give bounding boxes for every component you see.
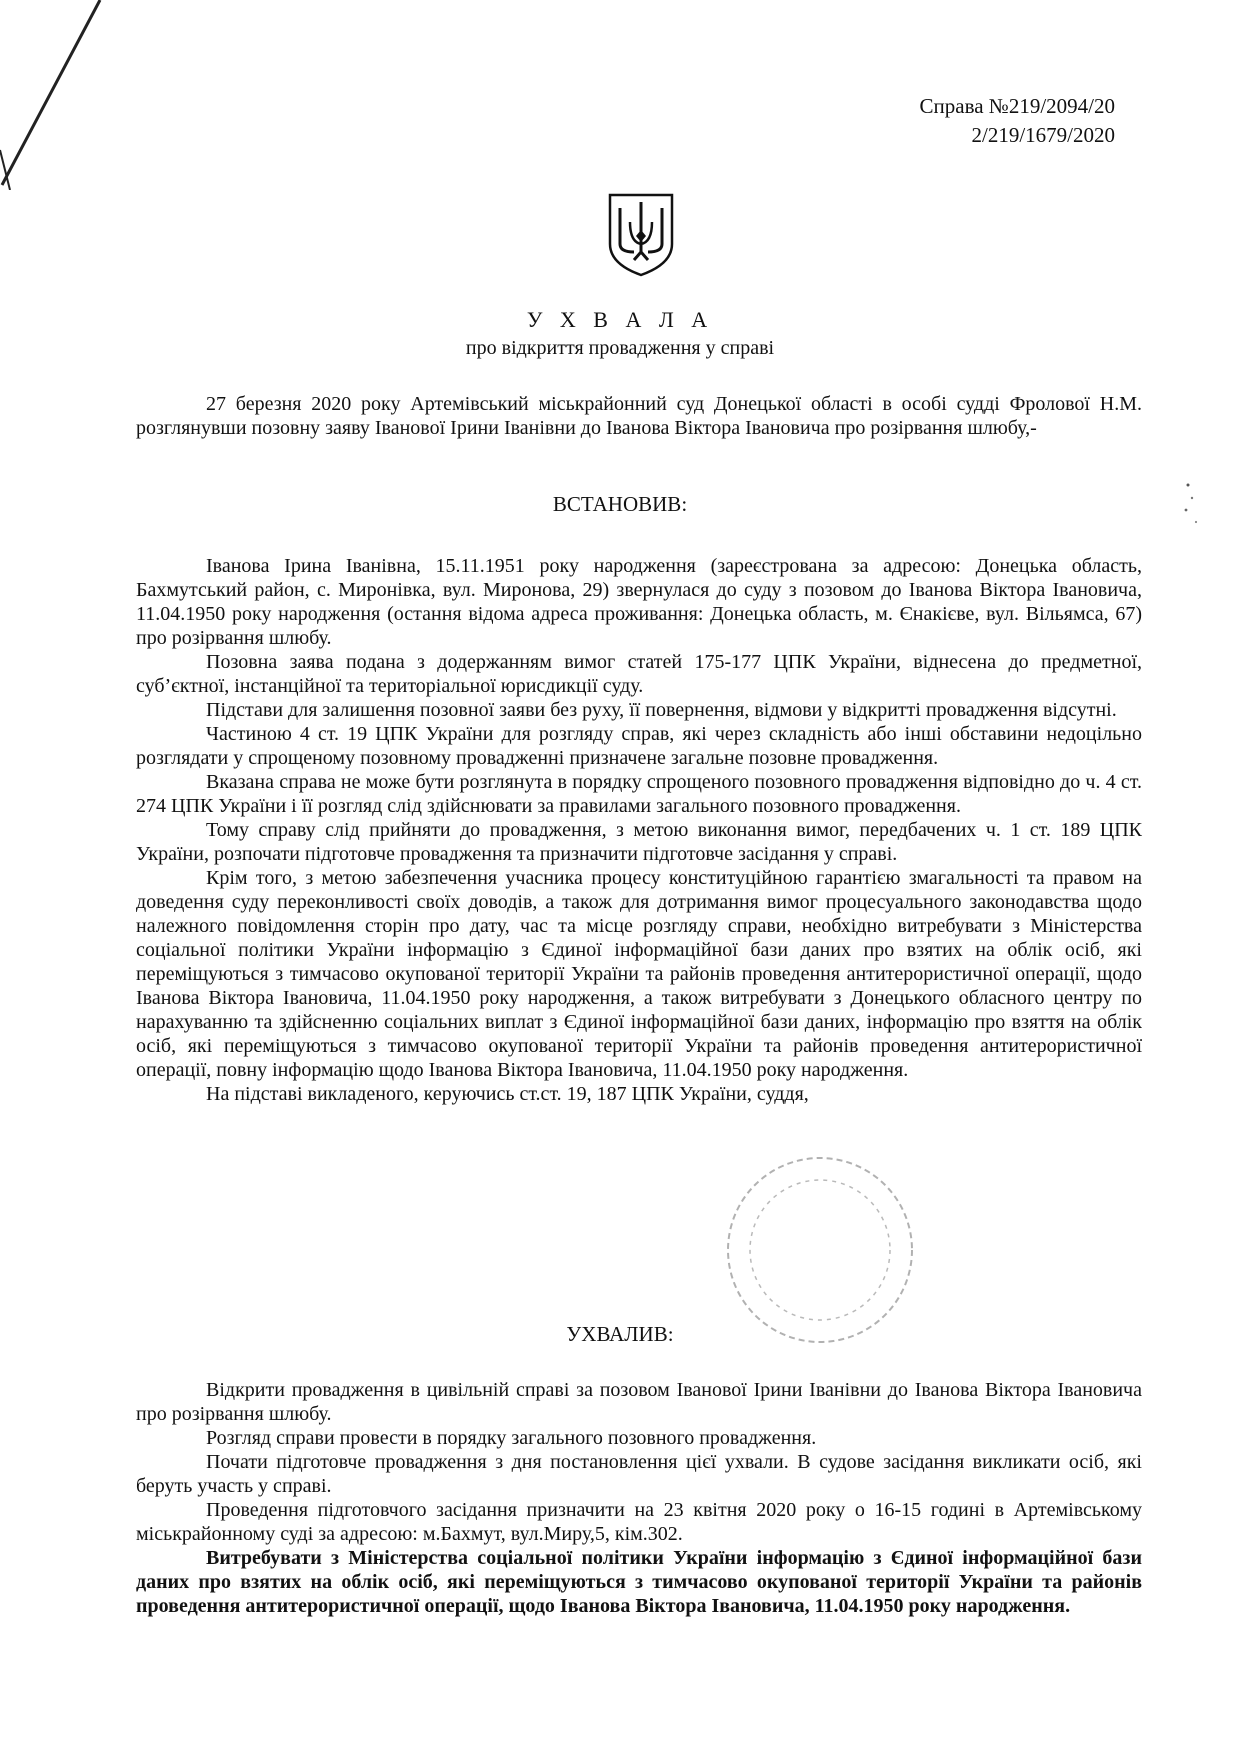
trident-coat-of-arms-icon bbox=[606, 192, 676, 278]
decided-bold-paragraph: Витребувати з Міністерства соціальної політики України інформацію з Єдиної інформаційної бази даних про взятих на облік осіб, які переміщуються з тимчасово окупованої території України та районів проведення антитерористичної операції, щодо Іванова Віктора Івановича, 11.04.1950 року народження. bbox=[136, 1547, 1142, 1617]
case-numbers bbox=[920, 92, 1115, 150]
established-paragraph: Іванова Ірина Іванівна, 15.11.1951 року народження (зареєстрована за адресою: Донецька область, Бахмутський район, с. Миронівка, вул. Миронова, 29) звернулася до суду з позовом до Іванова Віктора Івановича, 11.04.1950 року народження (остання відома адреса проживання: Донецька область, м. Єнакієве, вул. Вільямса, 67) про розірвання шлюбу. bbox=[136, 555, 1142, 649]
established-paragraph: Тому справу слід прийняти до провадження, з метою виконання вимог, передбачених ч. 1 ст. 189 ЦПК України, розпочати підготовче провадження та призначити підготовче засідання у справі. bbox=[136, 819, 1142, 865]
case-number-secondary: 2/219/1679/2020 bbox=[971, 123, 1115, 147]
decided-paragraph: Проведення підготовчого засідання призначити на 23 квітня 2020 року о 16-15 годині в Артемівському міськрайонному суді за адресою: м.Бахмут, вул.Миру,5, кім.302. bbox=[136, 1499, 1142, 1545]
decided-block bbox=[136, 1378, 1142, 1618]
scan-edge-line bbox=[0, 0, 110, 190]
decided-paragraph: Відкрити провадження в цивільній справі за позовом Іванової Ірини Іванівни до Іванова Віктора Івановича про розірвання шлюбу. bbox=[136, 1379, 1142, 1425]
decided-paragraph: Розгляд справи провести в порядку загального позовного провадження. bbox=[206, 1427, 817, 1449]
heading-decided: УХВАЛИВ: bbox=[566, 1322, 674, 1346]
established-paragraph: Підстави для залишення позовної заяви без руху, її повернення, відмови у відкритті провадження відсутні. bbox=[206, 699, 1117, 721]
intro-block bbox=[136, 392, 1142, 440]
document-subtitle: про відкриття провадження у справі bbox=[465, 337, 775, 359]
established-paragraph: Крім того, з метою забезпечення учасника процесу конституційною гарантією змагальності та правом на доведення суду переконливості своїх доводів, а також для дотримання вимог процесуального законодавства щодо належного повідомлення сторін про дату, час та місце розгляду справи, необхідно витребувати з Міністерства соціальної політики України інформацію з Єдиної інформаційної бази даних про взятих на облік осіб, які переміщуються з тимчасово окупованої території України та районів проведення антитерористичної операції, щодо Іванова Віктора Івановича, 11.04.1950 року народження, а також витребувати з Донецького обласного центру по нарахуванню та здійсненню соціальних виплат з Єдиної інформаційної бази даних, інформацію про взяття на облік осіб, які переміщуються з тимчасово окупованої території України та районів проведення антитерористичної операції, повну інформацію щодо Іванова Віктора Івановича, 11.04.1950 року народження. bbox=[136, 867, 1142, 1081]
heading-established: ВСТАНОВИВ: bbox=[552, 492, 688, 516]
established-paragraph: Позовна заява подана з додержанням вимог статей 175-177 ЦПК України, віднесена до предметної, суб’єктної, інстанційної та територіальної юрисдикції суду. bbox=[136, 651, 1142, 697]
court-stamp bbox=[700, 1150, 940, 1350]
established-block bbox=[136, 554, 1142, 1106]
established-paragraph: На підставі викладеного, керуючись ст.ст. 19, 187 ЦПК України, суддя, bbox=[206, 1083, 809, 1105]
intro-paragraph: 27 березня 2020 року Артемівський міськрайонний суд Донецької області в особі судді Фролової Н.М. розглянувши позовну заяву Іванової Ірини Іванівни до Іванова Віктора Івановича про розірвання шлюбу,- bbox=[136, 393, 1142, 439]
established-paragraph: Частиною 4 ст. 19 ЦПК України для розгляду справ, які через складність або інші обставини недоцільно розглядати у спрощеному позовному провадженні призначене загальне позовне провадження. bbox=[136, 723, 1142, 769]
decided-paragraph: Почати підготовче провадження з дня постановлення цієї ухвали. В судове засідання викликати осіб, які беруть участь у справі. bbox=[136, 1451, 1142, 1497]
established-paragraph: Вказана справа не може бути розглянута в порядку спрощеного позовного провадження відповідно до ч. 4 ст. 274 ЦПК України і її розгляд слід здійснювати за правилами загального позовного провадження. bbox=[136, 771, 1142, 817]
case-number-primary: Справа №219/2094/20 bbox=[919, 94, 1115, 118]
document-title: У Х В А Л А bbox=[526, 307, 714, 332]
